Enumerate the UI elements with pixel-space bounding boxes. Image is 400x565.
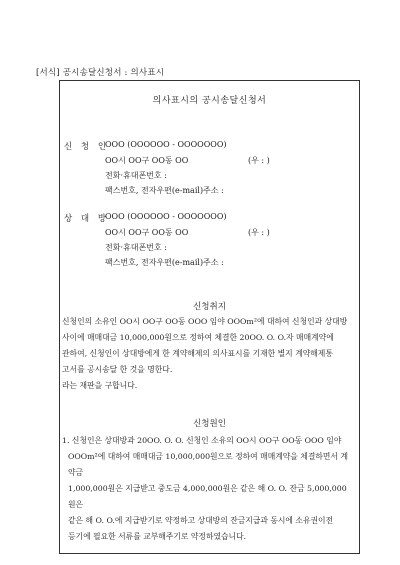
applicant-label: 신 청 인 <box>64 142 110 152</box>
cause-paragraph <box>62 433 352 545</box>
counterparty-label: 상 대 방 <box>64 214 110 224</box>
counterparty-fax-label: 팩스번호, 전자우편(e-mail)주소 : <box>105 258 224 267</box>
applicant-phone-label: 전화·휴대폰번호 : <box>105 171 167 180</box>
purpose-heading: 신청취지 <box>193 302 226 312</box>
cause-line: OOOm²에 대하여 매매대금 10,000,000원으로 정하여 매매계약을 체결하면서 계약금 <box>68 452 348 477</box>
purpose-line: 고서를 공시송달 한 것을 명한다. <box>62 365 173 374</box>
purpose-line: 라는 재판을 구합니다. <box>62 381 138 390</box>
cause-line: 등기에 필요한 서류를 교부해주기로 약정하였습니다. <box>68 532 247 541</box>
counterparty-address: OO시 OO구 OO동 OO <box>105 228 189 237</box>
counterparty-phone-label: 전화·휴대폰번호 : <box>105 243 167 252</box>
cause-heading: 신청원인 <box>193 419 226 429</box>
purpose-line: 신청인의 소유인 OO시 OO구 OO동 OOO 임야 OOOm²에 대하여 신청인과 상대방 <box>62 317 348 326</box>
applicant-name: OOO (OOOOOO - OOOOOOO) <box>105 140 227 149</box>
cause-line: 1. 신청인은 상대방과 20OO. O. O. 신청인 소유의 OO시 OO구 OO동 OOO 임야 <box>62 436 342 445</box>
cause-line: 1,000,000원은 지급받고 중도금 4,000,000원은 같은 해 O. O. 잔금 5,000,000원은 <box>68 484 347 509</box>
applicant-fax-label: 팩스번호, 전자우편(e-mail)주소 : <box>105 186 224 195</box>
purpose-paragraph <box>62 314 352 394</box>
cause-line: 같은 해 O. O.에 지급받기로 약정하고 상대방의 잔금지급과 동시에 소유권이전 <box>68 516 334 525</box>
applicant-postcode: (우 : ) <box>248 156 270 165</box>
counterparty-name: OOO (OOOOOO - OOOOOOO) <box>105 212 227 221</box>
form-caption: [서식] 공시송달신청서 : 의사표시 <box>36 68 165 78</box>
purpose-line: 사이에 매매대금 10,000,000원으로 정하여 체결한 20OO. O. O.자 매매계약에 <box>62 333 334 342</box>
counterparty-postcode: (우 : ) <box>248 228 270 237</box>
applicant-address: OO시 OO구 OO동 OO <box>105 156 189 165</box>
purpose-line: 관하여, 신청인이 상대방에게 한 계약해제의 의사표시를 기재한 별지 계약해제통 <box>62 349 333 358</box>
document-title: 의사표시의 공시송달신청서 <box>152 96 267 106</box>
document-frame <box>59 80 360 554</box>
